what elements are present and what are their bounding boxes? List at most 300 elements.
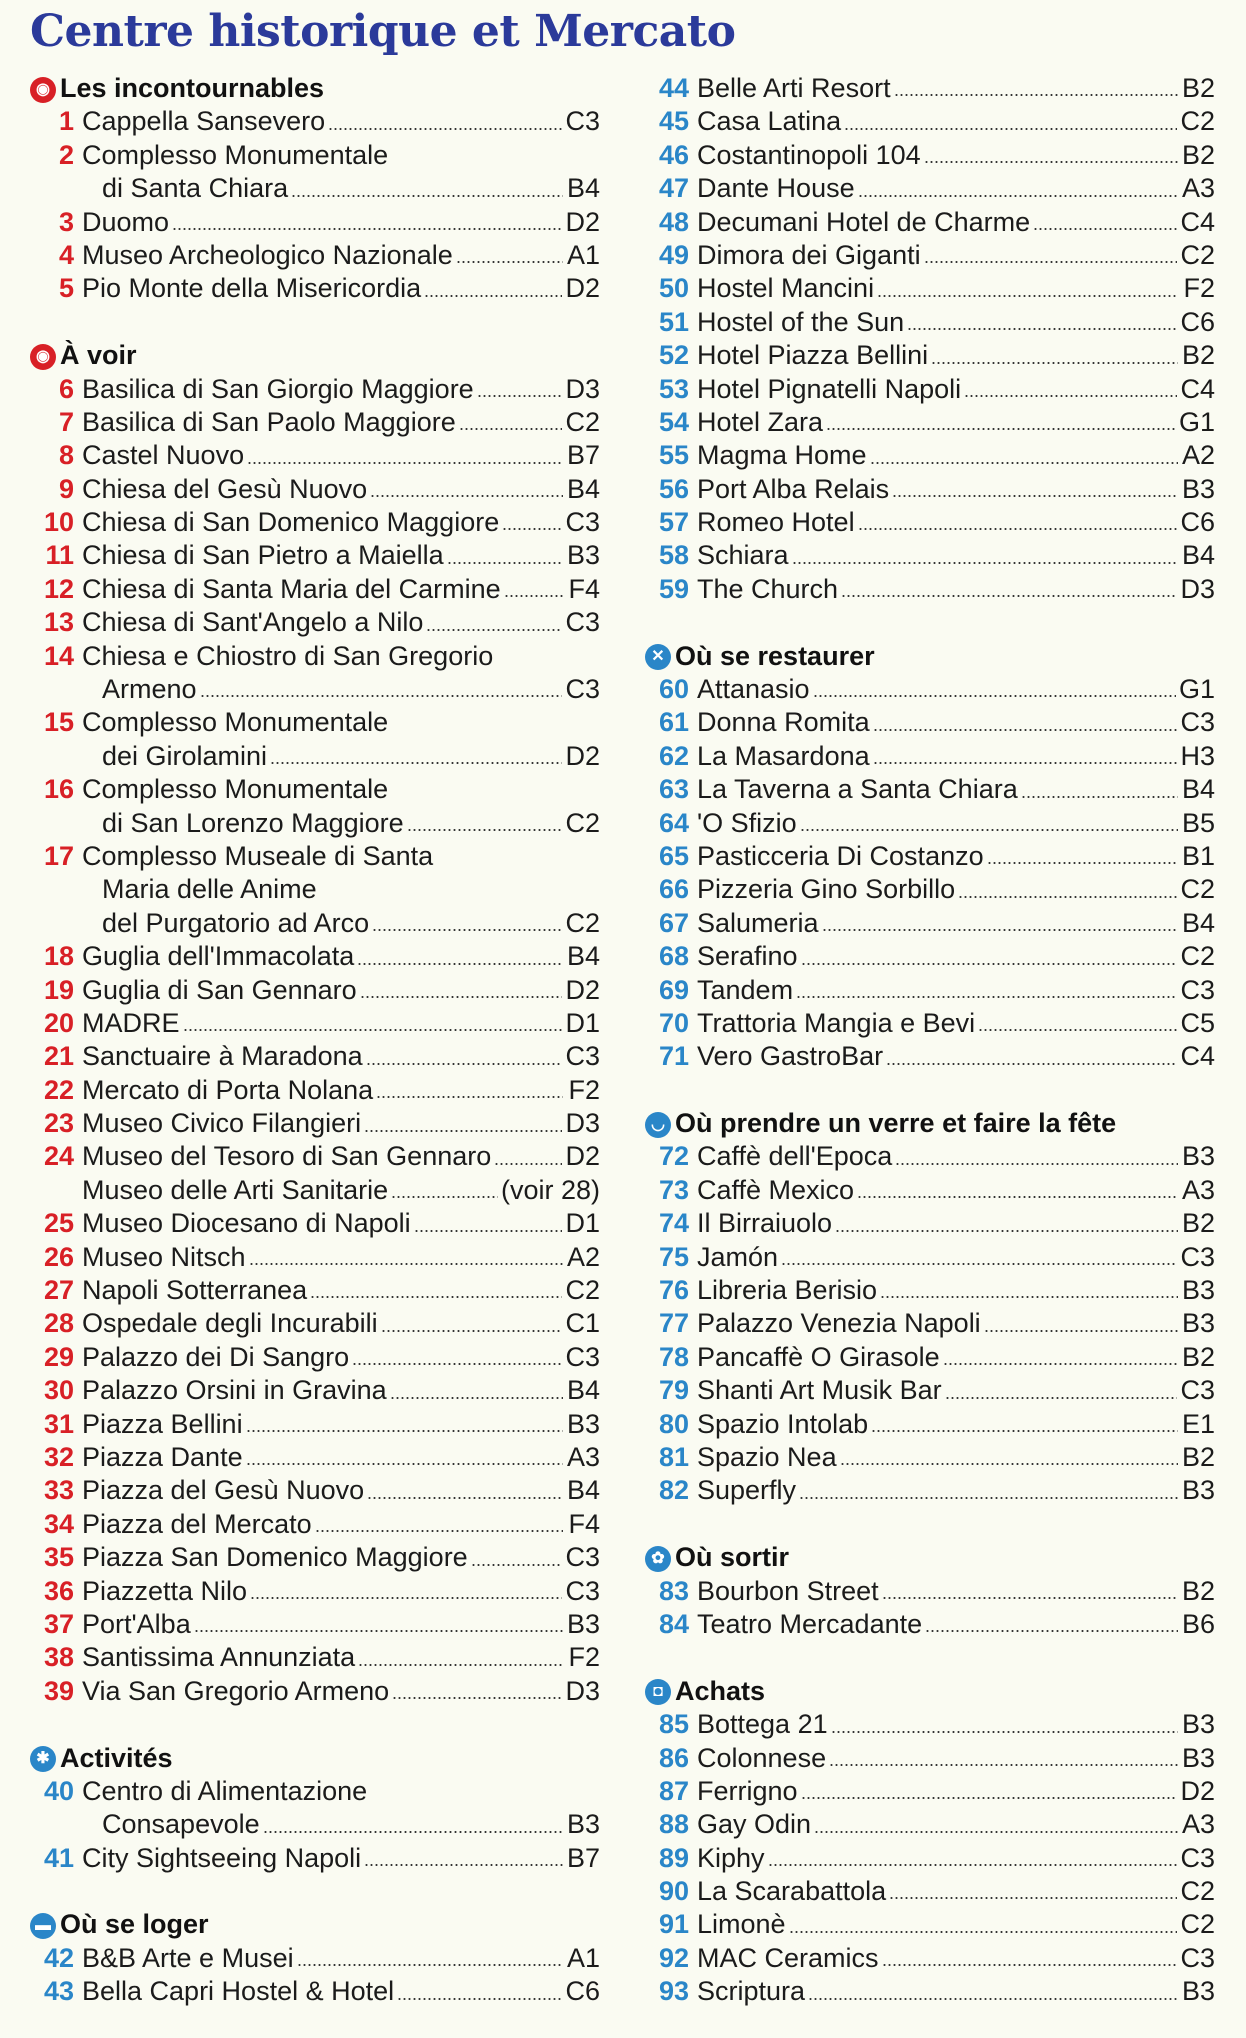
dot-leader: [376, 1096, 563, 1098]
dot-leader: [414, 1230, 563, 1232]
item-name: Superfly: [697, 1475, 797, 1506]
item-name: Kiphy: [697, 1842, 765, 1873]
item-name: Ferrigno: [697, 1775, 798, 1806]
item-number: 15: [43, 707, 74, 738]
item-number: 41: [43, 1842, 74, 1873]
section-heading-label: Achats: [675, 1675, 766, 1706]
dot-leader: [364, 1130, 562, 1132]
grid-reference: C6: [1180, 507, 1215, 538]
item-name: Jamón: [697, 1241, 779, 1272]
sight-icon: ◉: [30, 77, 56, 103]
grid-reference: B2: [1181, 1341, 1215, 1372]
item-name: Costantinopoli 104: [697, 139, 921, 170]
grid-reference: B3: [1181, 1475, 1215, 1506]
dot-leader: [768, 1864, 1178, 1866]
item-number: 45: [658, 106, 689, 137]
grid-reference: C2: [1180, 1909, 1215, 1940]
dot-leader: [370, 495, 563, 497]
grid-reference: C3: [1180, 1942, 1215, 1973]
list-item: [30, 1007, 600, 1040]
item-number: 82: [658, 1475, 689, 1506]
list-item: [645, 1842, 1215, 1875]
dot-leader: [424, 295, 562, 297]
item-name: Museo Civico Filangieri: [82, 1108, 362, 1139]
item-number: 49: [658, 239, 689, 270]
dot-leader: [882, 1964, 1178, 1966]
dot-leader: [367, 1497, 563, 1499]
dot-leader: [358, 1664, 563, 1666]
section-heading-label: Activités: [60, 1742, 173, 1773]
item-number: 93: [658, 1976, 689, 2007]
list-item: [30, 239, 600, 272]
list-item: [645, 272, 1215, 305]
grid-reference: B3: [566, 1809, 600, 1840]
dot-leader: [381, 1330, 563, 1332]
item-name: Port Alba Relais: [697, 473, 890, 504]
dot-leader: [886, 1063, 1177, 1065]
list-item: [645, 473, 1215, 506]
dot-leader: [808, 1998, 1178, 2000]
list-item: [30, 640, 600, 673]
item-name: La Taverna a Santa Chiara: [697, 774, 1018, 805]
item-number: 86: [658, 1742, 689, 1773]
list-item: [30, 1141, 600, 1174]
list-item: [645, 239, 1215, 272]
dot-leader: [781, 1263, 1177, 1265]
list-item: [30, 1575, 600, 1608]
section-heading-label: Où se loger: [60, 1909, 209, 1940]
grid-reference: D3: [1180, 573, 1215, 604]
item-number: 32: [43, 1442, 74, 1472]
item-number: 40: [43, 1775, 74, 1806]
item-name: Gay Odin: [697, 1809, 812, 1840]
dot-leader: [945, 1397, 1178, 1399]
list-item: [30, 1107, 600, 1140]
section-heading: [30, 1908, 600, 1941]
item-number: 6: [58, 373, 74, 404]
item-name: Chiesa di Sant'Angelo a Nilo: [82, 607, 424, 638]
grid-reference: B4: [1181, 774, 1215, 805]
dot-leader: [792, 562, 1178, 564]
dot-leader: [352, 1363, 562, 1365]
dot-leader: [814, 1831, 1178, 1833]
dot-leader: [372, 929, 562, 931]
dot-leader: [835, 1230, 1178, 1232]
list-item: [645, 172, 1215, 205]
item-name: Hotel Piazza Bellini: [697, 340, 929, 371]
item-name: Scriptura: [697, 1976, 806, 2007]
list-item: [645, 406, 1215, 439]
dot-leader: [315, 1530, 563, 1532]
item-number: 12: [43, 573, 74, 604]
dot-leader: [844, 128, 1177, 130]
item-number: 21: [43, 1041, 74, 1072]
item-name: Pio Monte della Misericordia: [82, 273, 422, 304]
item-number: 23: [43, 1108, 74, 1139]
item-name: Mercato di Porta Nolana: [82, 1074, 374, 1105]
grid-reference: F2: [568, 1074, 600, 1105]
list-item: [645, 840, 1215, 873]
grid-reference: C3: [1180, 1241, 1215, 1272]
grid-reference: C4: [1180, 1041, 1215, 1072]
item-number: 81: [658, 1442, 689, 1472]
grid-reference: B3: [1181, 1141, 1215, 1172]
item-number: 88: [658, 1809, 689, 1840]
list-item: [30, 974, 600, 1007]
item-name: Il Birraiuolo: [697, 1208, 833, 1239]
grid-reference: C4: [1180, 373, 1215, 404]
dot-leader: [799, 1497, 1178, 1499]
item-name: Chiesa di Santa Maria del Carmine: [82, 573, 501, 604]
item-name: Basilica di San Paolo Maggiore: [82, 406, 456, 437]
item-name-continuation: Maria delle Anime: [102, 874, 317, 905]
item-name: Santissima Annunziata: [82, 1642, 356, 1673]
item-number: 38: [43, 1642, 74, 1673]
item-name: Teatro Mercadante: [697, 1608, 923, 1639]
list-item: [645, 1875, 1215, 1908]
grid-reference: G1: [1178, 674, 1215, 705]
grid-reference: C3: [565, 1341, 600, 1372]
dot-leader: [357, 963, 563, 965]
grid-reference: C6: [565, 1976, 600, 2007]
dot-leader: [801, 963, 1178, 965]
item-name: Complesso Museale di Santa: [82, 840, 434, 871]
grid-reference: C6: [1180, 306, 1215, 337]
grid-reference: B2: [1181, 1208, 1215, 1239]
item-name: Sanctuaire à Maradona: [82, 1041, 363, 1072]
grid-reference: H3: [1180, 740, 1215, 771]
dot-leader: [873, 762, 1178, 764]
grid-reference: (voir 28): [500, 1174, 600, 1205]
grid-reference: D2: [565, 273, 600, 304]
section-spacer: [30, 1708, 600, 1741]
item-name: Duomo: [82, 206, 170, 237]
dot-leader: [263, 1831, 563, 1833]
list-item: [645, 673, 1215, 706]
item-number: 59: [658, 573, 689, 604]
list-item: [30, 1508, 600, 1541]
list-item: [30, 139, 600, 172]
drinking-icon: ◡: [645, 1112, 671, 1138]
item-number: 91: [658, 1909, 689, 1940]
list-item: [645, 1742, 1215, 1775]
item-number: 84: [658, 1608, 689, 1639]
list-item: [645, 339, 1215, 372]
dot-leader: [987, 862, 1178, 864]
item-name: Pancaffè O Girasole: [697, 1341, 940, 1372]
item-number: 83: [658, 1575, 689, 1606]
item-number: 37: [43, 1608, 74, 1639]
section-heading: [30, 72, 600, 105]
list-item: [30, 1374, 600, 1407]
item-number: 46: [658, 139, 689, 170]
list-item: [645, 439, 1215, 472]
item-number: 39: [43, 1675, 74, 1706]
list-item: [30, 1174, 600, 1207]
dot-leader: [471, 1564, 563, 1566]
item-name: Chiesa e Chiostro di San Gregorio: [82, 640, 494, 671]
item-name: Chiesa del Gesù Nuovo: [82, 473, 368, 504]
grid-reference: A3: [1181, 1809, 1215, 1840]
item-name: Shanti Art Musik Bar: [697, 1375, 942, 1406]
item-number: 18: [43, 941, 74, 972]
grid-reference: B3: [566, 1608, 600, 1639]
item-number: 27: [43, 1275, 74, 1306]
section-spacer: [30, 1875, 600, 1908]
item-number: 68: [658, 941, 689, 972]
list-item: [645, 1575, 1215, 1608]
grid-reference: C1: [565, 1308, 600, 1339]
grid-reference: A1: [566, 1942, 600, 1973]
item-name: Palazzo dei Di Sangro: [82, 1341, 350, 1372]
dot-leader: [924, 161, 1178, 163]
list-item: [30, 1341, 600, 1374]
section-spacer: [30, 306, 600, 339]
grid-reference: C2: [1180, 239, 1215, 270]
item-number: 89: [658, 1842, 689, 1873]
list-item: [645, 206, 1215, 239]
item-name: Guglia dell'Immacolata: [82, 941, 355, 972]
grid-reference: B6: [1181, 1608, 1215, 1639]
list-item: [30, 1541, 600, 1574]
list-item: [645, 1040, 1215, 1073]
list-item: [645, 1608, 1215, 1641]
item-name: Bottega 21: [697, 1709, 828, 1740]
section-heading-label: Les incontournables: [60, 72, 325, 103]
item-name: Vero GastroBar: [697, 1041, 884, 1072]
item-name: Piazza Dante: [82, 1442, 243, 1472]
item-number: 51: [658, 306, 689, 337]
item-name: Libreria Berisio: [697, 1275, 878, 1306]
item-name: La Masardona: [697, 740, 870, 771]
item-number: 85: [658, 1709, 689, 1740]
dot-leader: [943, 1363, 1178, 1365]
dot-leader: [459, 428, 563, 430]
item-name: Complesso Monumentale: [82, 707, 389, 738]
item-name: Casa Latina: [697, 106, 842, 137]
item-name: Guglia di San Gennaro: [82, 974, 357, 1005]
dot-leader: [494, 1163, 562, 1165]
list-item: [645, 974, 1215, 1007]
item-number: 48: [658, 206, 689, 237]
section-spacer: [645, 1508, 1215, 1541]
dot-leader: [840, 1463, 1178, 1465]
item-number: 10: [43, 507, 74, 538]
grid-reference: C3: [565, 674, 600, 705]
list-item: [645, 373, 1215, 406]
list-item: [645, 1374, 1215, 1407]
list-item: [645, 1775, 1215, 1808]
item-name: Hotel Pignatelli Napoli: [697, 373, 962, 404]
item-number: 66: [658, 874, 689, 905]
dot-leader: [978, 1029, 1177, 1031]
item-number: 24: [43, 1141, 74, 1172]
dot-leader: [397, 1998, 562, 2000]
section-spacer: [645, 1074, 1215, 1107]
dot-leader: [194, 1630, 563, 1632]
grid-reference: C3: [565, 1542, 600, 1573]
item-name: Magma Home: [697, 440, 867, 471]
item-name: Palazzo Venezia Napoli: [697, 1308, 981, 1339]
dot-leader: [366, 1063, 563, 1065]
dot-leader: [826, 428, 1176, 430]
item-name: Serafino: [697, 941, 798, 972]
item-name: Piazza del Mercato: [82, 1508, 312, 1539]
dot-leader: [291, 195, 563, 197]
item-name: Pizzeria Gino Sorbillo: [697, 874, 956, 905]
dot-leader: [247, 462, 563, 464]
grid-reference: B3: [1181, 1976, 1215, 2007]
grid-reference: F4: [568, 573, 600, 604]
list-item: [645, 506, 1215, 539]
list-item: [645, 1908, 1215, 1941]
list-item: [30, 940, 600, 973]
dot-leader: [858, 195, 1178, 197]
grid-reference: B4: [1181, 540, 1215, 571]
list-item: [30, 1675, 600, 1708]
item-number: 1: [58, 106, 74, 137]
item-number: 13: [43, 607, 74, 638]
item-name: Museo Archeologico Nazionale: [82, 239, 453, 270]
grid-reference: B3: [1181, 1742, 1215, 1773]
section-spacer: [645, 606, 1215, 639]
list-item: [645, 1441, 1215, 1474]
left-column: [30, 72, 600, 2009]
item-name: Piazza del Gesù Nuovo: [82, 1475, 365, 1506]
dot-leader: [841, 595, 1177, 597]
dot-leader: [871, 1430, 1178, 1432]
item-number: 53: [658, 373, 689, 404]
grid-reference: F2: [1183, 273, 1215, 304]
item-name: Centro di Alimentazione: [82, 1775, 368, 1806]
list-item: [30, 105, 600, 138]
item-number: 9: [58, 473, 74, 504]
list-item: [30, 606, 600, 639]
list-item: [645, 573, 1215, 606]
list-item: [645, 1474, 1215, 1507]
list-item: [30, 840, 600, 873]
item-number: 92: [658, 1942, 689, 1973]
item-number: 61: [658, 707, 689, 738]
grid-reference: F4: [568, 1508, 600, 1539]
list-item: [645, 1975, 1215, 2008]
item-name: Castel Nuovo: [82, 440, 245, 471]
grid-reference: B1: [1181, 840, 1215, 871]
list-item: [645, 1942, 1215, 1975]
dot-leader: [895, 1163, 1178, 1165]
item-name: Romeo Hotel: [697, 507, 855, 538]
grid-reference: D2: [565, 206, 600, 237]
dot-leader: [892, 495, 1178, 497]
grid-reference: B4: [1181, 907, 1215, 938]
list-item: [645, 907, 1215, 940]
list-item: [30, 1474, 600, 1507]
dot-leader: [183, 1029, 563, 1031]
grid-reference: C3: [1180, 1375, 1215, 1406]
item-number: 54: [658, 406, 689, 437]
dot-leader: [502, 528, 562, 530]
dot-leader: [924, 261, 1178, 263]
item-name: Basilica di San Giorgio Maggiore: [82, 373, 474, 404]
item-number: 77: [658, 1308, 689, 1339]
list-item: [30, 1775, 600, 1808]
item-number: 63: [658, 774, 689, 805]
grid-reference: C3: [1180, 974, 1215, 1005]
grid-reference: D1: [565, 1208, 600, 1239]
dot-leader: [857, 1196, 1178, 1198]
item-name: Museo Nitsch: [82, 1241, 246, 1272]
item-number: 35: [43, 1542, 74, 1573]
item-number: 64: [658, 807, 689, 838]
item-name: Spazio Intolab: [697, 1408, 869, 1439]
list-item: [645, 306, 1215, 339]
dot-leader: [390, 1397, 563, 1399]
item-name: Palazzo Orsini in Gravina: [82, 1375, 387, 1406]
list-item: [645, 72, 1215, 105]
item-number: 8: [58, 440, 74, 471]
dot-leader: [1021, 796, 1178, 798]
grid-reference: B4: [566, 1375, 600, 1406]
item-name: The Church: [697, 573, 839, 604]
item-number: 78: [658, 1341, 689, 1372]
list-item: [645, 1408, 1215, 1441]
item-name: Complesso Monumentale: [82, 139, 389, 170]
dot-leader: [964, 395, 1177, 397]
list-item: [645, 940, 1215, 973]
dot-leader: [822, 929, 1178, 931]
dot-leader: [297, 1964, 563, 1966]
dot-leader: [249, 1263, 563, 1265]
item-number: 69: [658, 974, 689, 1005]
section-heading-label: Où prendre un verre et faire la fête: [675, 1108, 1117, 1139]
list-item: [645, 105, 1215, 138]
item-number: 74: [658, 1208, 689, 1239]
grid-reference: D2: [565, 740, 600, 771]
item-number: 26: [43, 1241, 74, 1272]
grid-reference: C3: [565, 507, 600, 538]
grid-reference: B7: [566, 1842, 600, 1873]
item-number: 25: [43, 1208, 74, 1239]
item-name: Hostel Mancini: [697, 273, 875, 304]
list-item-continuation: [30, 1808, 600, 1841]
item-name: Ospedale degli Incurabili: [82, 1308, 378, 1339]
grid-reference: C3: [565, 1575, 600, 1606]
grid-reference: B3: [1181, 1308, 1215, 1339]
item-number: 29: [43, 1341, 74, 1372]
item-name: 'O Sfizio: [697, 807, 797, 838]
list-item: [645, 740, 1215, 773]
grid-reference: B4: [566, 941, 600, 972]
item-number: 4: [58, 239, 74, 270]
item-number: 60: [658, 674, 689, 705]
section-heading: [645, 1675, 1215, 1708]
item-number: 47: [658, 173, 689, 204]
item-number: 76: [658, 1275, 689, 1306]
item-name-continuation: del Purgatorio ad Arco: [102, 907, 370, 938]
dot-leader: [456, 261, 563, 263]
item-name: Tandem: [697, 974, 794, 1005]
list-item-continuation: [30, 740, 600, 773]
page-title: Centre historique et Mercato: [30, 6, 736, 57]
dot-leader: [882, 1597, 1178, 1599]
right-column: [645, 72, 1215, 2009]
item-name: Museo del Tesoro di San Gennaro: [82, 1141, 492, 1172]
section-heading: [30, 339, 600, 372]
item-number: 3: [58, 206, 74, 237]
item-number: 67: [658, 907, 689, 938]
list-item: [30, 1441, 600, 1474]
list-item: [30, 706, 600, 739]
